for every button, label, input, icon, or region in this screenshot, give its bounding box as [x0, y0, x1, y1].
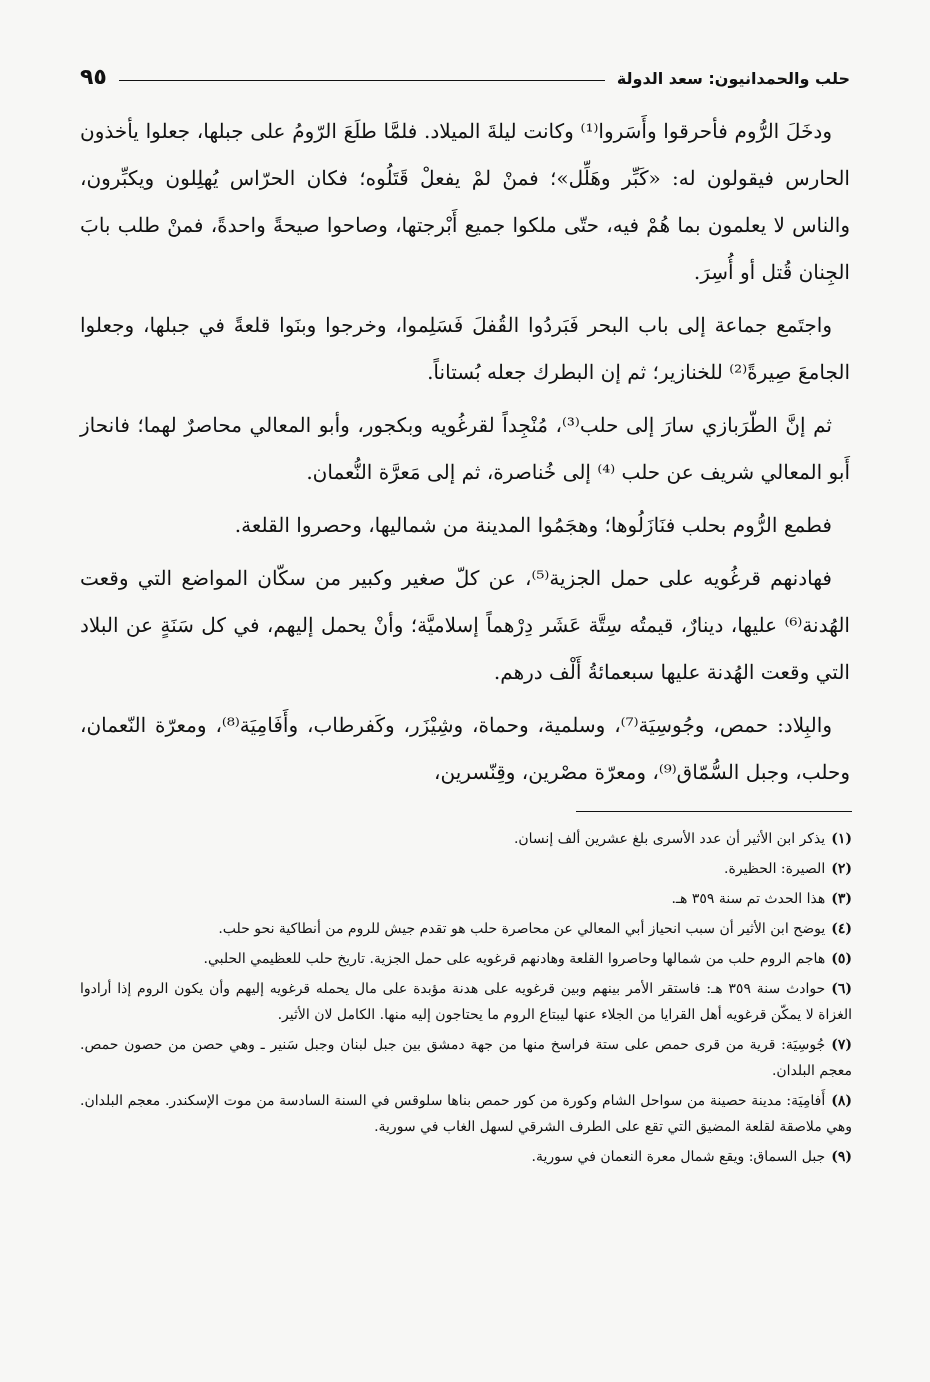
footnote: [80, 826, 852, 852]
footnotes: [80, 826, 852, 1174]
footnote-text: الصيرة: الحظيرة.: [724, 861, 826, 877]
footnote-mark: (٥): [831, 951, 852, 967]
header-rule: [119, 80, 605, 81]
footnote-text: جبل السماق: ويقع شمال معرة النعمان في سورية.: [531, 1149, 826, 1165]
footnote-separator: [576, 811, 852, 812]
footnote-mark: (٨): [831, 1093, 852, 1109]
footnote-text: جُوسِيَة: قرية من قرى حمص على ستة فراسخ منها من جهة دمشق بين جبل لبنان وجبل سَنير ـ وهي حصن من حصون حمص. معجم البلدان.: [80, 1037, 852, 1079]
footnote: [80, 1144, 852, 1170]
paragraph: واجتَمع جماعة إلى باب البحر فَبَردُوا القُفلَ فَسَلِموا، وخرجوا وبنَوا قلعةً في جبلها، وجعلوا الجامعَ صِيرةً⁽²⁾ للخنازير؛ ثم إن البطرك جعله بُستاناً.: [80, 313, 850, 384]
footnote: [80, 946, 852, 972]
footnote-text: هذا الحدث تم سنة ٣٥٩ هـ.: [671, 891, 826, 907]
footnote-text: أَفامِيَة: مدينة حصينة من سواحل الشام وكورة من كور حمص بناها سلوقس في السنة السادسة من موت الإسكندر. معجم البلدان. وهي ملاصقة لقلعة المضيق التي تقع على الطرف الشرقي لسهل الغاب في سورية.: [80, 1093, 852, 1135]
footnote-mark: (٩): [831, 1149, 852, 1165]
footnote-mark: (٢): [831, 861, 852, 877]
paragraph: ثم إنَّ الطّرَبازي سارَ إلى حلب⁽³⁾، مُنْجِداً لقرغُويه وبكجور، وأبو المعالي محاصرٌ لهما؛ فانحاز أَبو المعالي شريف عن حلب ⁽⁴⁾ إلى خُناصرة، ثم إلى مَعرَّة النُّعمان.: [80, 413, 850, 484]
page-number: ٩٥: [80, 65, 107, 90]
paragraph: والبِلاد: حمص، وجُوسِيَة⁽⁷⁾، وسلمية، وحماة، وشِيْزَر، وكَفرطاب، وأَفَامِيَة⁽⁸⁾، ومعرّة النّعمان، وحلب، وجبل السُّمّاق⁽⁹⁾، ومعرّة مصْرين، وقِنّسرين،: [80, 713, 850, 784]
paragraph: ودخَلَ الرُّوم فأحرقوا وأَسَروا⁽¹⁾ وكانت ليلةَ الميلاد. فلمَّا طلَعَ الرّومُ على جبلها، جعلوا يأخذون الحارس فيقولون له: «كَبِّر وهَلِّل»؛ فمنْ لمْ يفعلْ قَتَلُوه؛ فكان الحرّاس يُهلِلون ويكبِّرون، والناس لا يعلمون بما هُمْ فيه، حتّى ملكوا جميع أَبْرجتها، وصاحوا صيحةً واحدةً، فمنْ طلب بابَ الجِنان قُتل أو أُسِرَ.: [80, 119, 850, 284]
footnote: [80, 1088, 852, 1140]
main-text: [80, 108, 850, 802]
footnote-mark: (١): [831, 831, 852, 847]
footnote-mark: (٧): [831, 1037, 852, 1053]
footnote-text: حوادث سنة ٣٥٩ هـ: فاستقر الأمر بينهم وبين قرغويه على هدنة مؤبدة على مال يحمله قرغويه إليهم وأن يكون الروم إذا أرادوا الغزاة لا يمكّن قرغويه أهل القرايا من الجلاء عنها ليبتاع الروم ما يحتاجون إليه منها. الكامل لان الأثير.: [80, 981, 852, 1023]
footnote: [80, 976, 852, 1028]
footnote-mark: (٣): [831, 891, 852, 907]
paragraph: فطمع الرُّوم بحلب فنَازَلُوها؛ وهجَمُوا المدينة من شماليها، وحصروا القلعة.: [234, 513, 832, 537]
footnote: [80, 856, 852, 882]
footnote-mark: (٦): [831, 981, 852, 997]
footnote-text: يذكر ابن الأثير أن عدد الأسرى بلغ عشرين ألف إنسان.: [513, 831, 826, 847]
footnote-text: هاجم الروم حلب من شمالها وحاصروا القلعة وهادنهم قرغويه على حمل الجزية. تاريخ حلب للعظيمي الحلبي.: [203, 951, 826, 967]
page-header: [80, 58, 850, 92]
footnote: [80, 886, 852, 912]
footnote-mark: (٤): [831, 921, 852, 937]
footnote: [80, 1032, 852, 1084]
running-head: حلب والحمدانيون: سعد الدولة: [616, 69, 850, 88]
footnote-text: يوضح ابن الأثير أن سبب انحياز أبي المعالي عن محاصرة حلب هو تقدم جيش للروم من أنطاكية نحو حلب.: [218, 921, 826, 937]
footnote: [80, 916, 852, 942]
paragraph: فهادنهم قرغُويه على حمل الجزية⁽⁵⁾، عن كلّ صغير وكبير من سكّان المواضع التي وقعت الهُدنة⁽⁶⁾ عليها، دينارٌ، قيمتُه سِتَّة عَشَر دِرْهماً إسلاميَّة؛ وأنْ يحمل إليهم، في كل سَنَةٍ عن البلاد التي وقعت الهُدنة عليها سبعمائةُ أَلْف درهم.: [80, 566, 850, 684]
